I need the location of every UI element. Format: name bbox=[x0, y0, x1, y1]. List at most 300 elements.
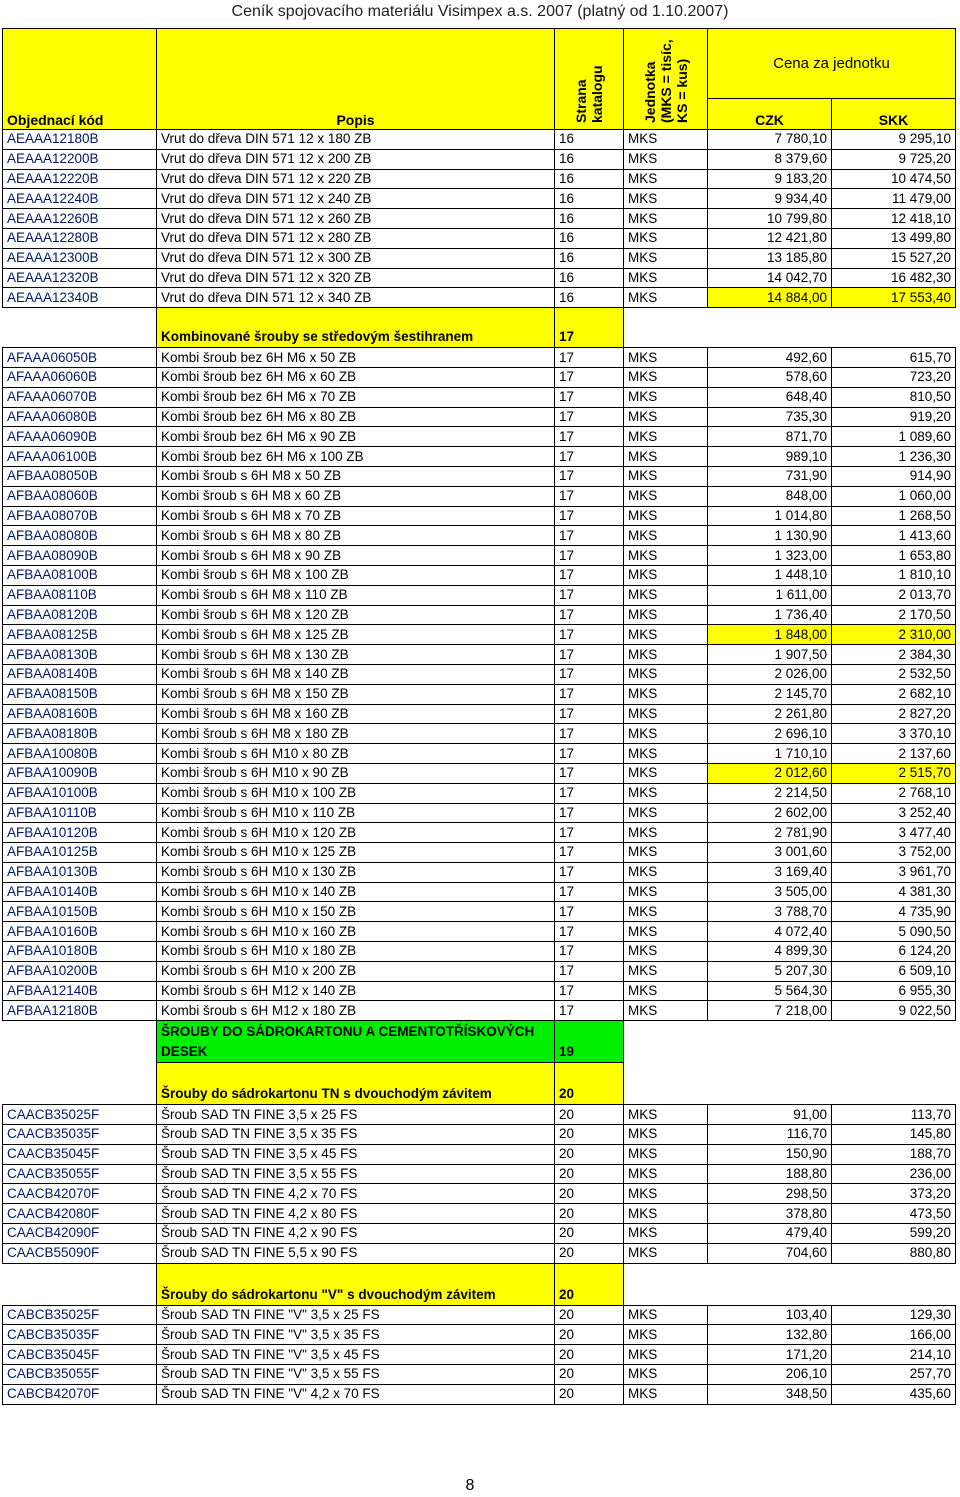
table-row bbox=[3, 744, 956, 764]
table-row bbox=[3, 466, 956, 486]
order-code: CAACB35025F bbox=[3, 1105, 157, 1125]
header-czk: CZK bbox=[708, 99, 832, 130]
unit: MKS bbox=[624, 546, 708, 566]
unit: MKS bbox=[624, 605, 708, 625]
price-skk: 2 827,20 bbox=[832, 704, 956, 724]
description: Kombi šroub bez 6H M6 x 50 ZB bbox=[157, 348, 555, 368]
price-skk: 473,50 bbox=[832, 1204, 956, 1224]
price-czk: 91,00 bbox=[708, 1105, 832, 1125]
catalog-page: 17 bbox=[555, 823, 624, 843]
description: Kombi šroub s 6H M8 x 130 ZB bbox=[157, 645, 555, 665]
unit: MKS bbox=[624, 585, 708, 605]
price-skk: 810,50 bbox=[832, 387, 956, 407]
empty-cell bbox=[708, 1063, 832, 1105]
table-row bbox=[3, 1164, 956, 1184]
price-czk: 14 884,00 bbox=[708, 288, 832, 308]
catalog-page: 20 bbox=[555, 1164, 624, 1184]
order-code: AFBAA10140B bbox=[3, 882, 157, 902]
price-czk: 2 026,00 bbox=[708, 664, 832, 684]
price-skk: 16 482,30 bbox=[832, 268, 956, 288]
section-header-row bbox=[3, 1021, 956, 1063]
catalog-page: 20 bbox=[555, 1204, 624, 1224]
order-code: AFBAA10100B bbox=[3, 783, 157, 803]
unit: MKS bbox=[624, 981, 708, 1001]
catalog-page: 17 bbox=[555, 506, 624, 526]
description: Šroub SAD TN FINE 3,5 x 45 FS bbox=[157, 1144, 555, 1164]
unit: MKS bbox=[624, 803, 708, 823]
price-czk: 7 218,00 bbox=[708, 1001, 832, 1021]
price-skk: 3 477,40 bbox=[832, 823, 956, 843]
catalog-page: 20 bbox=[555, 1105, 624, 1125]
catalog-page: 17 bbox=[555, 843, 624, 863]
catalog-page: 16 bbox=[555, 248, 624, 268]
order-code: AEAAA12220B bbox=[3, 169, 157, 189]
price-skk: 919,20 bbox=[832, 407, 956, 427]
description: Kombi šroub s 6H M10 x 110 ZB bbox=[157, 803, 555, 823]
description: Kombi šroub s 6H M12 x 140 ZB bbox=[157, 981, 555, 1001]
price-czk: 492,60 bbox=[708, 348, 832, 368]
order-code: AFBAA08120B bbox=[3, 605, 157, 625]
price-skk: 15 527,20 bbox=[832, 248, 956, 268]
unit: MKS bbox=[624, 506, 708, 526]
catalog-page: 17 bbox=[555, 565, 624, 585]
price-skk: 1 268,50 bbox=[832, 506, 956, 526]
price-czk: 3 788,70 bbox=[708, 902, 832, 922]
unit: MKS bbox=[624, 367, 708, 387]
table-row bbox=[3, 902, 956, 922]
unit: MKS bbox=[624, 189, 708, 209]
unit: MKS bbox=[624, 228, 708, 248]
unit: MKS bbox=[624, 1365, 708, 1385]
description: Šroub SAD TN FINE "V" 4,2 x 70 FS bbox=[157, 1384, 555, 1404]
description: Kombi šroub bez 6H M6 x 90 ZB bbox=[157, 427, 555, 447]
unit: MKS bbox=[624, 268, 708, 288]
price-skk: 6 124,20 bbox=[832, 942, 956, 962]
order-code: AFBAA08160B bbox=[3, 704, 157, 724]
order-code: AFBAA08180B bbox=[3, 724, 157, 744]
empty-cell bbox=[832, 1021, 956, 1063]
order-code: AFBAA10110B bbox=[3, 803, 157, 823]
empty-cell bbox=[624, 1063, 708, 1105]
section-header-row bbox=[3, 1063, 956, 1105]
description: Vrut do dřeva DIN 571 12 x 200 ZB bbox=[157, 149, 555, 169]
table-row bbox=[3, 1345, 956, 1365]
unit: MKS bbox=[624, 1305, 708, 1325]
section-title: Kombinované šrouby se středovým šestihranem bbox=[157, 308, 555, 348]
catalog-page: 16 bbox=[555, 288, 624, 308]
unit: MKS bbox=[624, 1243, 708, 1263]
price-skk: 6 955,30 bbox=[832, 981, 956, 1001]
order-code: AFAAA06090B bbox=[3, 427, 157, 447]
unit: MKS bbox=[624, 1001, 708, 1021]
price-skk: 1 060,00 bbox=[832, 486, 956, 506]
description: Kombi šroub s 6H M10 x 200 ZB bbox=[157, 961, 555, 981]
price-skk: 373,20 bbox=[832, 1184, 956, 1204]
catalog-page: 20 bbox=[555, 1325, 624, 1345]
price-skk: 1 653,80 bbox=[832, 546, 956, 566]
price-skk: 2 170,50 bbox=[832, 605, 956, 625]
catalog-page: 20 bbox=[555, 1365, 624, 1385]
unit: MKS bbox=[624, 625, 708, 645]
section-page: 19 bbox=[555, 1021, 624, 1063]
catalog-page: 16 bbox=[555, 268, 624, 288]
unit: MKS bbox=[624, 1184, 708, 1204]
unit: MKS bbox=[624, 961, 708, 981]
unit: MKS bbox=[624, 526, 708, 546]
description: Kombi šroub s 6H M10 x 90 ZB bbox=[157, 763, 555, 783]
description: Kombi šroub s 6H M10 x 160 ZB bbox=[157, 922, 555, 942]
price-skk: 2 384,30 bbox=[832, 645, 956, 665]
table-row bbox=[3, 882, 956, 902]
price-skk: 2 532,50 bbox=[832, 664, 956, 684]
price-czk: 1 736,40 bbox=[708, 605, 832, 625]
order-code: AFBAA10180B bbox=[3, 942, 157, 962]
catalog-page: 17 bbox=[555, 348, 624, 368]
price-czk: 1 710,10 bbox=[708, 744, 832, 764]
table-row bbox=[3, 605, 956, 625]
description: Kombi šroub s 6H M8 x 110 ZB bbox=[157, 585, 555, 605]
price-czk: 3 169,40 bbox=[708, 862, 832, 882]
price-czk: 578,60 bbox=[708, 367, 832, 387]
order-code: AFAAA06070B bbox=[3, 387, 157, 407]
unit: MKS bbox=[624, 942, 708, 962]
table-row bbox=[3, 704, 956, 724]
catalog-page: 17 bbox=[555, 387, 624, 407]
table-row bbox=[3, 823, 956, 843]
unit: MKS bbox=[624, 248, 708, 268]
table-row bbox=[3, 288, 956, 308]
unit: MKS bbox=[624, 724, 708, 744]
price-czk: 9 183,20 bbox=[708, 169, 832, 189]
price-czk: 1 611,00 bbox=[708, 585, 832, 605]
price-skk: 914,90 bbox=[832, 466, 956, 486]
unit: MKS bbox=[624, 763, 708, 783]
unit: MKS bbox=[624, 922, 708, 942]
description: Kombi šroub s 6H M10 x 140 ZB bbox=[157, 882, 555, 902]
price-skk: 236,00 bbox=[832, 1164, 956, 1184]
price-czk: 1 848,00 bbox=[708, 625, 832, 645]
empty-cell bbox=[3, 308, 157, 348]
table-row bbox=[3, 1224, 956, 1244]
price-czk: 14 042,70 bbox=[708, 268, 832, 288]
description: Šroub SAD TN FINE "V" 3,5 x 55 FS bbox=[157, 1365, 555, 1385]
catalog-page: 20 bbox=[555, 1144, 624, 1164]
price-skk: 3 961,70 bbox=[832, 862, 956, 882]
description: Kombi šroub s 6H M10 x 130 ZB bbox=[157, 862, 555, 882]
empty-cell bbox=[624, 308, 708, 348]
unit: MKS bbox=[624, 288, 708, 308]
order-code: AFBAA08130B bbox=[3, 645, 157, 665]
description: Vrut do dřeva DIN 571 12 x 220 ZB bbox=[157, 169, 555, 189]
price-czk: 8 379,60 bbox=[708, 149, 832, 169]
table-row bbox=[3, 1204, 956, 1224]
section-page: 20 bbox=[555, 1263, 624, 1305]
section-title: Šrouby do sádrokartonu "V" s dvouchodým závitem bbox=[157, 1263, 555, 1305]
catalog-page: 20 bbox=[555, 1305, 624, 1325]
unit: MKS bbox=[624, 902, 708, 922]
description: Kombi šroub bez 6H M6 x 100 ZB bbox=[157, 447, 555, 467]
price-skk: 188,70 bbox=[832, 1144, 956, 1164]
price-czk: 348,50 bbox=[708, 1384, 832, 1404]
unit: MKS bbox=[624, 843, 708, 863]
catalog-page: 17 bbox=[555, 447, 624, 467]
unit: MKS bbox=[624, 823, 708, 843]
price-czk: 1 130,90 bbox=[708, 526, 832, 546]
price-czk: 989,10 bbox=[708, 447, 832, 467]
price-czk: 2 696,10 bbox=[708, 724, 832, 744]
unit: MKS bbox=[624, 1345, 708, 1365]
price-czk: 9 934,40 bbox=[708, 189, 832, 209]
description: Kombi šroub bez 6H M6 x 60 ZB bbox=[157, 367, 555, 387]
catalog-page: 17 bbox=[555, 407, 624, 427]
price-skk: 1 236,30 bbox=[832, 447, 956, 467]
price-skk: 435,60 bbox=[832, 1384, 956, 1404]
order-code: AEAAA12200B bbox=[3, 149, 157, 169]
description: Kombi šroub s 6H M8 x 90 ZB bbox=[157, 546, 555, 566]
unit: MKS bbox=[624, 744, 708, 764]
empty-cell bbox=[708, 1263, 832, 1305]
price-skk: 4 735,90 bbox=[832, 902, 956, 922]
price-skk: 166,00 bbox=[832, 1325, 956, 1345]
empty-cell bbox=[832, 1263, 956, 1305]
price-skk: 145,80 bbox=[832, 1125, 956, 1145]
section-page: 20 bbox=[555, 1063, 624, 1105]
catalog-page: 17 bbox=[555, 486, 624, 506]
price-czk: 648,40 bbox=[708, 387, 832, 407]
description: Kombi šroub s 6H M8 x 125 ZB bbox=[157, 625, 555, 645]
unit: MKS bbox=[624, 149, 708, 169]
table-row bbox=[3, 506, 956, 526]
price-skk: 13 499,80 bbox=[832, 228, 956, 248]
price-czk: 103,40 bbox=[708, 1305, 832, 1325]
table-row bbox=[3, 228, 956, 248]
description: Vrut do dřeva DIN 571 12 x 340 ZB bbox=[157, 288, 555, 308]
price-czk: 5 564,30 bbox=[708, 981, 832, 1001]
price-czk: 132,80 bbox=[708, 1325, 832, 1345]
order-code: AFBAA08110B bbox=[3, 585, 157, 605]
description: Kombi šroub s 6H M8 x 50 ZB bbox=[157, 466, 555, 486]
table-row bbox=[3, 348, 956, 368]
price-czk: 4 899,30 bbox=[708, 942, 832, 962]
price-skk: 599,20 bbox=[832, 1224, 956, 1244]
price-czk: 206,10 bbox=[708, 1365, 832, 1385]
price-skk: 5 090,50 bbox=[832, 922, 956, 942]
catalog-page: 20 bbox=[555, 1184, 624, 1204]
catalog-page: 17 bbox=[555, 744, 624, 764]
order-code: AEAAA12180B bbox=[3, 130, 157, 150]
description: Kombi šroub s 6H M10 x 80 ZB bbox=[157, 744, 555, 764]
description: Kombi šroub s 6H M8 x 180 ZB bbox=[157, 724, 555, 744]
catalog-page: 20 bbox=[555, 1345, 624, 1365]
order-code: AFBAA08100B bbox=[3, 565, 157, 585]
table-row bbox=[3, 526, 956, 546]
header-unit-price: Cena za jednotku bbox=[708, 29, 956, 99]
table-row bbox=[3, 130, 956, 150]
unit: MKS bbox=[624, 882, 708, 902]
catalog-page: 17 bbox=[555, 427, 624, 447]
order-code: AFBAA10080B bbox=[3, 744, 157, 764]
table-row bbox=[3, 268, 956, 288]
section-page: 17 bbox=[555, 308, 624, 348]
table-row bbox=[3, 783, 956, 803]
header-description: Popis bbox=[157, 29, 555, 130]
unit: MKS bbox=[624, 704, 708, 724]
empty-cell bbox=[832, 1063, 956, 1105]
description: Kombi šroub s 6H M10 x 100 ZB bbox=[157, 783, 555, 803]
price-czk: 4 072,40 bbox=[708, 922, 832, 942]
table-row bbox=[3, 862, 956, 882]
price-czk: 2 781,90 bbox=[708, 823, 832, 843]
order-code: AFBAA10090B bbox=[3, 763, 157, 783]
description: Šroub SAD TN FINE 3,5 x 25 FS bbox=[157, 1105, 555, 1125]
order-code: AFBAA12180B bbox=[3, 1001, 157, 1021]
header-code: Objednací kód bbox=[3, 29, 157, 130]
unit: MKS bbox=[624, 1125, 708, 1145]
order-code: AFAAA06050B bbox=[3, 348, 157, 368]
description: Vrut do dřeva DIN 571 12 x 300 ZB bbox=[157, 248, 555, 268]
price-skk: 880,80 bbox=[832, 1243, 956, 1263]
price-czk: 1 907,50 bbox=[708, 645, 832, 665]
description: Šroub SAD TN FINE 5,5 x 90 FS bbox=[157, 1243, 555, 1263]
price-czk: 479,40 bbox=[708, 1224, 832, 1244]
order-code: AFBAA08080B bbox=[3, 526, 157, 546]
description: Šroub SAD TN FINE "V" 3,5 x 45 FS bbox=[157, 1345, 555, 1365]
price-skk: 129,30 bbox=[832, 1305, 956, 1325]
unit: MKS bbox=[624, 1384, 708, 1404]
price-czk: 5 207,30 bbox=[708, 961, 832, 981]
price-skk: 9 295,10 bbox=[832, 130, 956, 150]
page-number: 8 bbox=[465, 1477, 475, 1494]
catalog-page: 17 bbox=[555, 783, 624, 803]
unit: MKS bbox=[624, 169, 708, 189]
description: Vrut do dřeva DIN 571 12 x 180 ZB bbox=[157, 130, 555, 150]
description: Kombi šroub s 6H M8 x 150 ZB bbox=[157, 684, 555, 704]
catalog-page: 16 bbox=[555, 189, 624, 209]
empty-cell bbox=[624, 1021, 708, 1063]
price-skk: 4 381,30 bbox=[832, 882, 956, 902]
price-czk: 3 505,00 bbox=[708, 882, 832, 902]
order-code: CAACB55090F bbox=[3, 1243, 157, 1263]
empty-cell bbox=[832, 308, 956, 348]
unit: MKS bbox=[624, 348, 708, 368]
price-czk: 1 323,00 bbox=[708, 546, 832, 566]
price-czk: 150,90 bbox=[708, 1144, 832, 1164]
unit: MKS bbox=[624, 407, 708, 427]
price-czk: 171,20 bbox=[708, 1345, 832, 1365]
price-czk: 188,80 bbox=[708, 1164, 832, 1184]
description: Kombi šroub s 6H M12 x 180 ZB bbox=[157, 1001, 555, 1021]
price-czk: 871,70 bbox=[708, 427, 832, 447]
price-czk: 704,60 bbox=[708, 1243, 832, 1263]
unit: MKS bbox=[624, 466, 708, 486]
catalog-page: 17 bbox=[555, 724, 624, 744]
price-czk: 731,90 bbox=[708, 466, 832, 486]
unit: MKS bbox=[624, 447, 708, 467]
table-row bbox=[3, 407, 956, 427]
empty-cell bbox=[708, 1021, 832, 1063]
order-code: AFAAA06080B bbox=[3, 407, 157, 427]
header-catalog-page: Strana katalogu bbox=[555, 29, 624, 130]
price-skk: 2 310,00 bbox=[832, 625, 956, 645]
unit: MKS bbox=[624, 1144, 708, 1164]
price-skk: 214,10 bbox=[832, 1345, 956, 1365]
table-row bbox=[3, 1325, 956, 1345]
catalog-page: 16 bbox=[555, 209, 624, 229]
catalog-page: 17 bbox=[555, 902, 624, 922]
unit: MKS bbox=[624, 1164, 708, 1184]
price-skk: 6 509,10 bbox=[832, 961, 956, 981]
table-row bbox=[3, 1184, 956, 1204]
price-skk: 11 479,00 bbox=[832, 189, 956, 209]
description: Kombi šroub s 6H M10 x 150 ZB bbox=[157, 902, 555, 922]
unit: MKS bbox=[624, 486, 708, 506]
price-skk: 9 022,50 bbox=[832, 1001, 956, 1021]
unit: MKS bbox=[624, 645, 708, 665]
order-code: AEAAA12300B bbox=[3, 248, 157, 268]
catalog-page: 17 bbox=[555, 466, 624, 486]
unit: MKS bbox=[624, 1325, 708, 1345]
price-skk: 12 418,10 bbox=[832, 209, 956, 229]
order-code: CAACB35045F bbox=[3, 1144, 157, 1164]
table-row bbox=[3, 645, 956, 665]
order-code: CABCB35025F bbox=[3, 1305, 157, 1325]
description: Vrut do dřeva DIN 571 12 x 260 ZB bbox=[157, 209, 555, 229]
table-row bbox=[3, 1365, 956, 1385]
catalog-page: 17 bbox=[555, 526, 624, 546]
table-row bbox=[3, 546, 956, 566]
description: Kombi šroub s 6H M10 x 125 ZB bbox=[157, 843, 555, 863]
empty-cell bbox=[708, 308, 832, 348]
page-title: Ceník spojovacího materiálu Visimpex a.s. 2007 (platný od 1.10.2007) bbox=[231, 3, 729, 20]
price-czk: 2 012,60 bbox=[708, 763, 832, 783]
price-czk: 2 261,80 bbox=[708, 704, 832, 724]
price-skk: 9 725,20 bbox=[832, 149, 956, 169]
description: Kombi šroub s 6H M8 x 160 ZB bbox=[157, 704, 555, 724]
price-skk: 3 752,00 bbox=[832, 843, 956, 863]
order-code: AFBAA08090B bbox=[3, 546, 157, 566]
price-table bbox=[2, 28, 956, 1405]
table-row bbox=[3, 763, 956, 783]
order-code: AFAAA06100B bbox=[3, 447, 157, 467]
order-code: AFBAA08125B bbox=[3, 625, 157, 645]
price-czk: 2 602,00 bbox=[708, 803, 832, 823]
table-row bbox=[3, 664, 956, 684]
price-skk: 2 682,10 bbox=[832, 684, 956, 704]
order-code: AFBAA08060B bbox=[3, 486, 157, 506]
catalog-page: 17 bbox=[555, 961, 624, 981]
order-code: AFBAA10120B bbox=[3, 823, 157, 843]
description: Šroub SAD TN FINE "V" 3,5 x 25 FS bbox=[157, 1305, 555, 1325]
order-code: AFBAA10130B bbox=[3, 862, 157, 882]
unit: MKS bbox=[624, 862, 708, 882]
table-row bbox=[3, 585, 956, 605]
price-czk: 848,00 bbox=[708, 486, 832, 506]
catalog-page: 20 bbox=[555, 1243, 624, 1263]
order-code: AFBAA10150B bbox=[3, 902, 157, 922]
catalog-page: 20 bbox=[555, 1125, 624, 1145]
description: Kombi šroub s 6H M8 x 120 ZB bbox=[157, 605, 555, 625]
unit: MKS bbox=[624, 565, 708, 585]
price-czk: 2 214,50 bbox=[708, 783, 832, 803]
order-code: AFBAA08070B bbox=[3, 506, 157, 526]
unit: MKS bbox=[624, 1204, 708, 1224]
unit: MKS bbox=[624, 387, 708, 407]
section-title: ŠROUBY DO SÁDROKARTONU A CEMENTOTŘÍSKOVÝCH DESEK bbox=[157, 1021, 555, 1063]
catalog-page: 17 bbox=[555, 942, 624, 962]
unit: MKS bbox=[624, 783, 708, 803]
catalog-page: 17 bbox=[555, 546, 624, 566]
table-row bbox=[3, 1243, 956, 1263]
